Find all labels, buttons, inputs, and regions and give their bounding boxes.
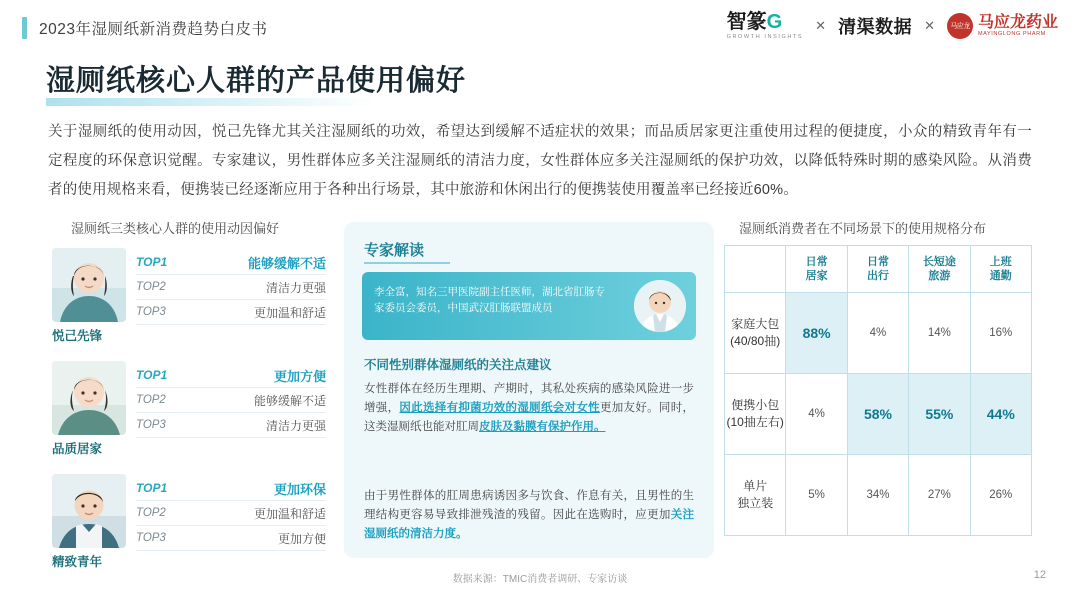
table-cell: 58% xyxy=(847,374,908,455)
table-row xyxy=(725,455,1032,536)
table-corner-cell xyxy=(725,246,786,293)
expert-p1-highlight: 因此选择有抑菌功效的湿厕纸会对女性 xyxy=(399,402,600,414)
persona-name: 品质居家 xyxy=(52,442,103,456)
rank-value: 更加环保 xyxy=(273,481,326,497)
table-row-label-portable-pack: 便携小包 (10抽左右) xyxy=(725,374,786,455)
persona-name: 悦己先锋 xyxy=(52,329,103,343)
table-row-label-single-pack: 单片 独立装 xyxy=(725,455,786,536)
rank-label: TOP2 xyxy=(136,281,166,293)
expert-paragraph-male xyxy=(364,487,694,544)
page-number: 12 xyxy=(1033,569,1046,581)
persona-photo xyxy=(52,248,126,322)
rank-label: TOP2 xyxy=(136,394,166,406)
rank-row xyxy=(136,363,326,388)
table-cell: 14% xyxy=(909,293,970,374)
expert-paragraph-female xyxy=(364,380,694,437)
expert-panel-title: 专家解读 xyxy=(364,242,425,259)
table-cell: 26% xyxy=(970,455,1031,536)
table-col-header-daily-travel: 日常 出行 xyxy=(847,246,908,293)
expert-intro-text: 李全富，知名三甲医院副主任医师，湖北省肛肠专家委员会委员，中国武汉肛肠联盟成员 xyxy=(374,286,605,314)
rank-value: 更加方便 xyxy=(277,531,326,546)
table-cell: 88% xyxy=(786,293,847,374)
persona-ranks xyxy=(136,363,326,438)
persona-list xyxy=(52,248,327,587)
persona-name: 精致青年 xyxy=(52,555,103,569)
table-cell: 5% xyxy=(786,455,847,536)
lead-paragraph: 关于湿厕纸的使用动因，悦己先锋尤其关注湿厕纸的功效，希望达到缓解不适症状的效果；而品质居家更注重使用过程的便捷度，小众的精致青年有一定程度的环保意识觉醒。专家建议，男性群体应多关注湿厕纸的清洁力度，女性群体应多关注湿厕纸的保护功效，以降低特殊时期的感染风险。从消费者的使用规格来看，便携装已经逐渐应用于各种出行场景，其中旅游和休闲出行的便携装使用覆盖率已经接近60%。 xyxy=(48,124,1032,198)
rank-value: 清洁力更强 xyxy=(265,280,326,295)
table-row xyxy=(725,293,1032,374)
table-row-label-family-pack: 家庭大包 (40/80抽) xyxy=(725,293,786,374)
list-item xyxy=(52,248,327,344)
table-cell: 4% xyxy=(786,374,847,455)
table-row xyxy=(725,374,1032,455)
rank-label: TOP2 xyxy=(136,507,166,519)
list-item xyxy=(52,474,327,570)
table-cell: 16% xyxy=(970,293,1031,374)
spec-distribution-table xyxy=(724,245,1032,536)
table-cell: 55% xyxy=(909,374,970,455)
rank-label: TOP1 xyxy=(136,255,168,269)
expert-intro-box xyxy=(362,272,696,340)
persona-ranks xyxy=(136,476,326,551)
expert-avatar xyxy=(634,280,686,332)
mayinglong-name-en: MAYINGLONG PHARM xyxy=(977,31,1046,38)
multiply-icon-2: ✕ xyxy=(924,18,935,34)
table-cell: 44% xyxy=(970,374,1031,455)
expert-panel xyxy=(344,222,714,558)
page-header xyxy=(0,0,1080,56)
expert-p1-a: 女性群体在经历生理期、产期时，其私处疾病的感染风险进一步增强， xyxy=(364,383,694,414)
table-col-header-daily-home: 日常 居家 xyxy=(786,246,847,293)
man-portrait-icon xyxy=(52,474,126,548)
rank-value: 清洁力更强 xyxy=(265,418,326,433)
mayinglong-name-cn: 马应龙药业 xyxy=(977,14,1058,32)
expert-p1-highlight-2: 皮肤及黏膜有保护作用。 xyxy=(479,421,606,433)
expert-p2-a: 由于男性群体的肛周患病诱因多与饮食、作息有关，且男性的生理结构更容易导致排泄残渣的残留。因此在选购时，应更加 xyxy=(364,490,694,521)
title-highlight xyxy=(46,98,376,106)
list-item xyxy=(52,361,327,457)
expert-p1-b: 更加友好。同时，这类湿厕纸也能对肛周 xyxy=(364,402,695,433)
zhiyuan-logo xyxy=(727,12,804,41)
rank-value: 更加方便 xyxy=(273,368,326,384)
source-note: 数据来源：TMIC消费者调研、专家访谈 xyxy=(452,574,628,585)
woman-portrait-icon xyxy=(52,248,126,322)
table-col-header-commute: 上班 通勤 xyxy=(970,246,1031,293)
woman-portrait-icon xyxy=(52,361,126,435)
rank-row xyxy=(136,388,326,413)
rank-value: 能够缓解不适 xyxy=(247,255,326,271)
page-title: 湿厕纸核心人群的产品使用偏好 xyxy=(46,65,467,97)
rank-row xyxy=(136,526,326,551)
right-section-caption: 湿厕纸消费者在不同场景下的使用规格分布 xyxy=(739,221,987,236)
zhiyuan-logo-subtext: GROWTH INSIGHTS xyxy=(726,34,804,40)
expert-panel-title-underline xyxy=(364,262,450,264)
rank-label: TOP3 xyxy=(136,532,166,544)
table-cell: 27% xyxy=(909,455,970,536)
zhiyuan-logo-g: G xyxy=(766,11,783,33)
header-logos xyxy=(727,12,1058,41)
mayinglong-seal-icon: 马应龙 xyxy=(947,13,973,39)
rank-row xyxy=(136,476,326,501)
rank-label: TOP3 xyxy=(136,419,166,431)
rank-label: TOP3 xyxy=(136,306,166,318)
rank-label: TOP1 xyxy=(136,481,168,495)
zhiyuan-logo-text: 智篆 xyxy=(726,11,767,33)
left-section-caption: 湿厕纸三类核心人群的使用动因偏好 xyxy=(71,221,280,236)
table-cell: 34% xyxy=(847,455,908,536)
table-col-header-long-trip: 长短途 旅游 xyxy=(909,246,970,293)
expert-subtitle: 不同性别群体湿厕纸的关注点建议 xyxy=(364,358,552,372)
table-header-row xyxy=(725,246,1032,293)
header-accent-bar xyxy=(22,17,27,39)
rank-row xyxy=(136,250,326,275)
doctor-portrait-icon xyxy=(634,280,686,332)
persona-ranks xyxy=(136,250,326,325)
expert-p2-highlight: 关注湿厕纸的清洁力度。 xyxy=(364,509,694,540)
persona-photo xyxy=(52,474,126,548)
rank-value: 更加温和舒适 xyxy=(253,506,326,521)
table-cell: 4% xyxy=(847,293,908,374)
qingqu-logo: 清渠数据 xyxy=(838,17,913,38)
rank-row xyxy=(136,501,326,526)
header-title: 2023年湿厕纸新消费趋势白皮书 xyxy=(39,21,268,38)
rank-row xyxy=(136,275,326,300)
rank-value: 更加温和舒适 xyxy=(253,305,326,320)
multiply-icon-1: ✕ xyxy=(815,18,827,34)
rank-row xyxy=(136,300,326,325)
rank-row xyxy=(136,413,326,438)
rank-value: 能够缓解不适 xyxy=(253,393,326,408)
persona-photo xyxy=(52,361,126,435)
mayinglong-logo xyxy=(947,13,1058,39)
rank-label: TOP1 xyxy=(136,368,168,382)
